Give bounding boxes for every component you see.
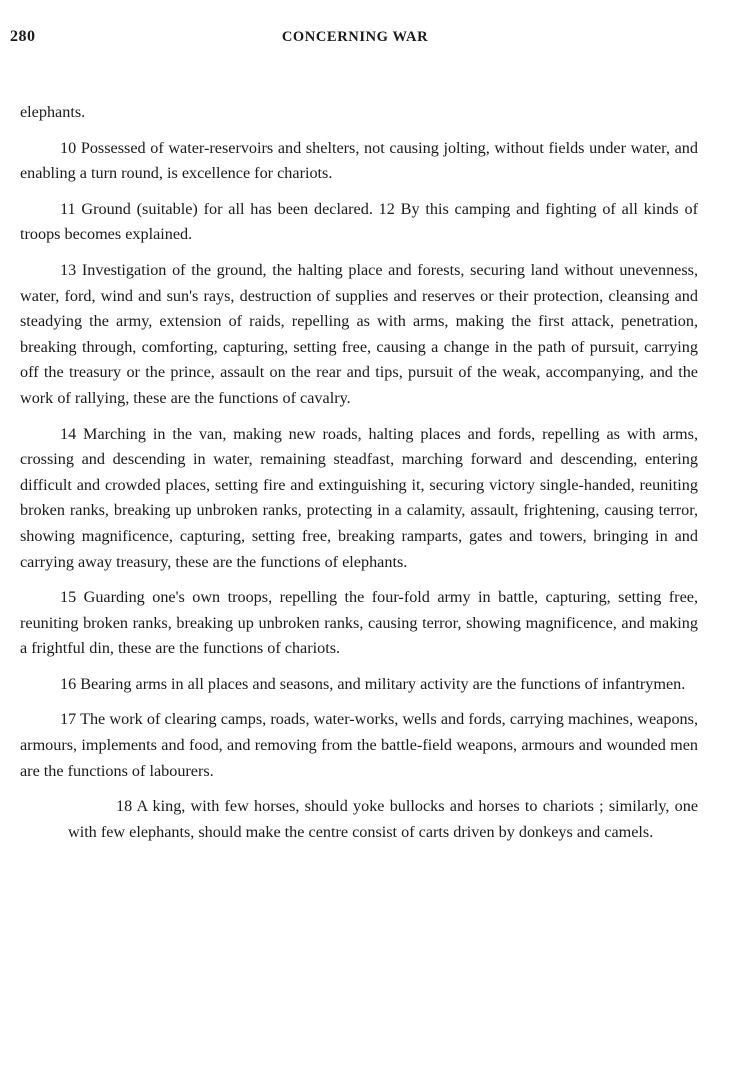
paragraph-13: 13 Investigation of the ground, the halting place and forests, securing land without unevenness, water, ford, wind and sun's rays, destruction of supplies and reserves or their protection, cleansing and steadying the army, extension of raids, repelling as with arms, making the first attack, penetration, breaking through, comforting, capturing, setting free, causing a change in the path of pursuit, carrying off the treasury or the prince, assault on the rear and tips, pursuit of the weak, accompanying, and the work of rallying, these are the functions of cavalry. (20, 260, 698, 407)
paragraph-10: 10 Possessed of water-reservoirs and shelters, not causing jolting, without fields under water, and enabling a turn round, is excellence for chariots. (20, 138, 698, 183)
paragraph-17: 17 The work of clearing camps, roads, water-works, wells and fords, carrying machines, weapons, armours, implements and food, and removing from the battle-field weapons, armours and wounded men are the functions of labourers. (20, 710, 698, 780)
paragraph-14: 14 Marching in the van, making new roads, halting places and fords, repelling as with arms, crossing and descending in water, remaining steadfast, marching forward and descending, entering difficult and crowded places, setting fire and extinguishing it, securing victory single-handed, reuniting broken ranks, breaking up unbroken ranks, protecting in a calamity, assault, frightening, causing terror, showing magnificence, capturing, setting free, breaking ramparts, gates and towers, bringing in and carrying away treasury, these are the functions of elephants. (20, 424, 698, 571)
page-header (10, 28, 700, 52)
running-head: CONCERNING WAR (281, 29, 429, 45)
page-number: 280 (10, 28, 36, 45)
paragraph-16: 16 Bearing arms in all places and seasons, and military activity are the functions of infantrymen. (60, 674, 686, 693)
paragraph-15: 15 Guarding one's own troops, repelling the four-fold army in battle, capturing, setting free, reuniting broken ranks, breaking up unbroken ranks, causing terror, showing magnificence, and making a frightful din, these are the functions of chariots. (20, 588, 698, 658)
paragraph-18: 18 A king, with few horses, should yoke bullocks and horses to chariots ; similarly, one with few elephants, should make the centre consist of carts driven by donkeys and camels. (68, 797, 698, 841)
paragraph-11-12: 11 Ground (suitable) for all has been declared. 12 By this camping and fighting of all kinds of troops becomes explained. (20, 199, 698, 244)
page-body (20, 100, 698, 855)
paragraph-continuation: elephants. (20, 103, 86, 121)
